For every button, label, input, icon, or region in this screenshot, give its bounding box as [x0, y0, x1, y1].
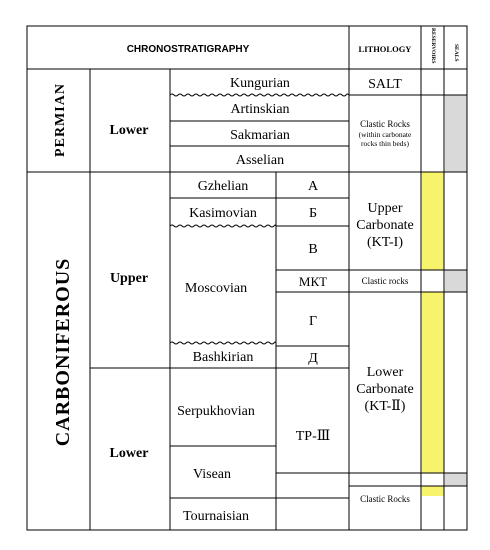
series-carboniferous-lower: Lower: [109, 446, 149, 461]
system-permian: PERMIAN: [53, 83, 68, 157]
seal-fill-clastic-mid: [445, 270, 467, 292]
lithology-lower-carbonate-line1: Lower: [366, 365, 404, 380]
unconformity-bashkirian-top: [170, 342, 276, 344]
unit-v: В: [308, 242, 318, 257]
series-carboniferous-upper: Upper: [109, 271, 149, 286]
lithology-clastic-carbonate-line2: (within carbonate: [358, 130, 412, 139]
stage-visean: Visean: [192, 467, 232, 482]
system-carboniferous: CARBONIFEROUS: [52, 257, 74, 447]
reservoir-fill-bottom: [422, 486, 444, 496]
stage-kungurian: Kungurian: [230, 76, 290, 91]
header-reservoirs: RESERVOIRS: [430, 28, 436, 64]
unit-g: Г: [308, 314, 318, 329]
unit-tr3: ТР-Ⅲ: [295, 429, 331, 444]
header-chronostratigraphy: CHRONOSTRATIGRAPHY: [126, 44, 250, 55]
stage-gzhelian: Gzhelian: [197, 179, 249, 194]
lithology-upper-carbonate-line2: Carbonate: [356, 218, 414, 233]
unconformity-kungurian-base: [170, 94, 349, 96]
lithology-clastic-bottom: Clastic Rocks: [360, 494, 410, 504]
stage-kasimovian: Kasimovian: [189, 206, 257, 221]
reservoir-fill-lower-carbonate: [422, 292, 444, 473]
stage-tournaisian: Tournaisian: [183, 509, 249, 524]
lithology-upper-carbonate-line3: (KT-I): [366, 235, 404, 250]
lithology-lower-carbonate-line2: Carbonate: [356, 382, 414, 397]
stage-serpukhovian: Serpukhovian: [177, 404, 255, 419]
series-permian-lower: Lower: [109, 123, 149, 138]
lithology-salt: SALT: [368, 77, 402, 92]
seal-fill-salt-section: [445, 95, 467, 172]
lithology-clastic-carbonate-line1: Clastic Rocks: [360, 119, 410, 129]
stage-bashkirian: Bashkirian: [192, 350, 254, 365]
header-lithology: LITHOLOGY: [358, 44, 412, 54]
seal-fill-lower: [445, 473, 467, 486]
unconformity-kasimovian-base: [170, 225, 276, 227]
lithology-lower-carbonate-line3: (KT-Ⅱ): [364, 399, 406, 414]
stage-artinskian: Artinskian: [230, 102, 290, 117]
lithology-clastic-mid: Clastic rocks: [361, 276, 409, 286]
unit-a: А: [307, 179, 319, 194]
stage-asselian: Asselian: [235, 153, 285, 168]
lithology-clastic-carbonate-line3: rocks thin beds): [361, 139, 409, 148]
unit-mkt: МКТ: [298, 274, 328, 289]
stage-moscovian: Moscovian: [184, 281, 248, 296]
lithology-upper-carbonate-line1: Upper: [367, 201, 403, 216]
unit-d: Д: [308, 351, 318, 366]
stage-sakmarian: Sakmarian: [230, 128, 290, 143]
header-seals: SEALS: [453, 44, 459, 62]
unit-b: Б: [308, 206, 318, 221]
reservoir-fill-upper-carbonate: [422, 172, 444, 270]
